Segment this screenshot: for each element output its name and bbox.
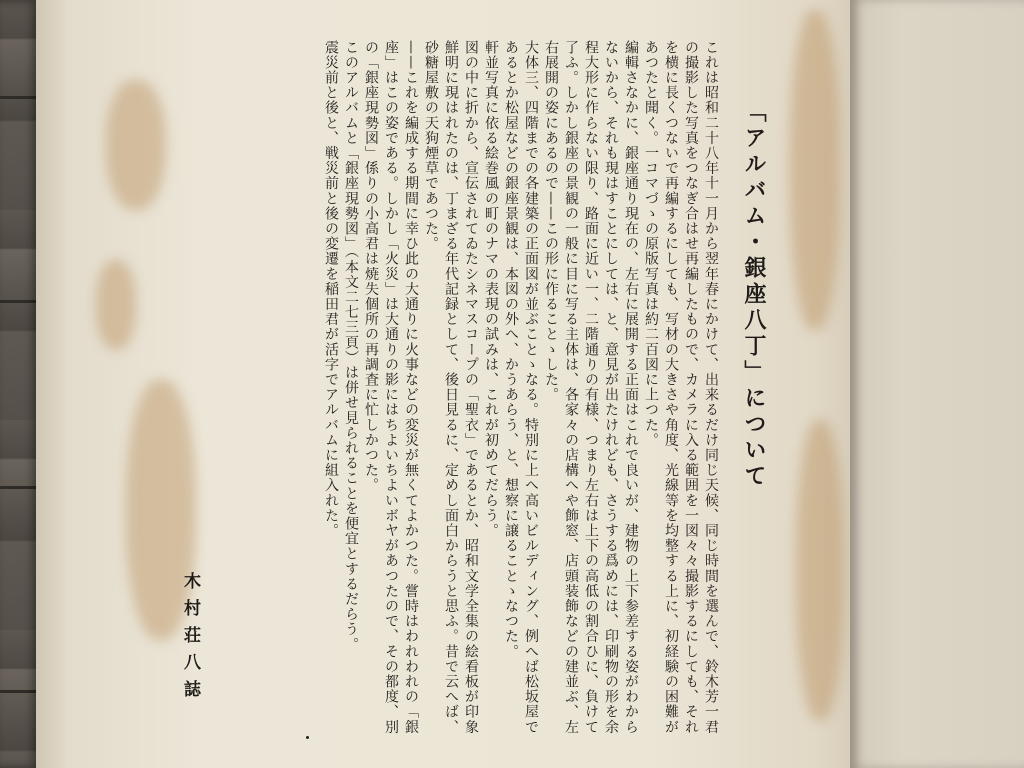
paragraph: 図の中に折から、宣伝されてゐたシネマスコープの「聖衣」であるとか、昭和文学全集の絵看板が印象鮮明に現はれたのは、丁まざる年代記録として、後日見るに、定めし面白からうと思ふ。昔で云へば、砂糖屋敷の天狗煙草であつた。 [423,40,479,735]
paragraph: これは昭和二十八年十一月から翌年春にかけて、出来るだけ同じ天候、同じ時間を選んで、鈴木芳一君の撮影した写真をつなぎ合はせ再編したもので、カメラに入る範囲を一図々々撮影するにしても、それを横に長くつないで再編するにしても、写材の大きさや角度、光線等を均整する上に、初経験の困難があつたと聞く。一コマづゝの原版写真は約二百図に上つた。 [643,40,719,735]
facing-page-edge [850,0,1024,768]
paragraph: ——これを編成する期間に幸ひ此の大通りに火事などの変災が無くてよかつた。嘗時はわれわれの「銀座」はこの姿である。しかし「火災」は大通りの影にはちよいちよいボヤがあつたので、その都度、別の「銀座現勢図」係りの小高君は焼失個所の再調査に忙しかつた。 [363,40,419,735]
foxing-stain [96,260,136,350]
foxing-stain [796,420,844,720]
article-title: 「アルバム・銀座八丁」について [741,100,767,490]
paragraph: 大体三、四階までの各建築の正面図が並ぶことゝなる。特別に上へ高いビルディング、例へば松坂屋であるとか松屋などの銀座景観は、本図の外へ、かうあらう、と、想察に譲ることゝなつた。 [503,40,539,735]
page-dot [306,736,309,739]
paragraph: 軒並写真に依る絵巻風の町のナマの表現の試みは、これが初めてだらう。 [483,40,499,539]
paragraph: 震災前と後と、戦災前と後の変遷を稲田君が活字でアルバムに組入れた。 [323,40,339,539]
foxing-stain [790,10,840,330]
paragraph: 編輯さなかに、銀座通り現在の、左右に展開する正面はこれで良いが、建物の上下参差する姿がわからないから、それも現はすことにしては、と、意見が出たけれども、さうする爲めには、印刷物の形を余程大形に作らない限り、路面に近い一、二階通りの有様、つまり左右は上下の高低の割合ひに、負けて了ふ。しかし銀座の景観の一般に目に写る主体は、各家々の店構へや飾窓、店頭装飾などの建並ぶ、左右展開の姿にあるので——この形に作ることゝした。 [543,40,639,735]
paragraph: このアルバムと「銀座現勢図」（本文二七三頁）は併せ見られることを便宜とするだらう。 [343,40,359,653]
article-body [150,40,770,740]
author-signature: 木村荘八誌 [180,572,200,707]
